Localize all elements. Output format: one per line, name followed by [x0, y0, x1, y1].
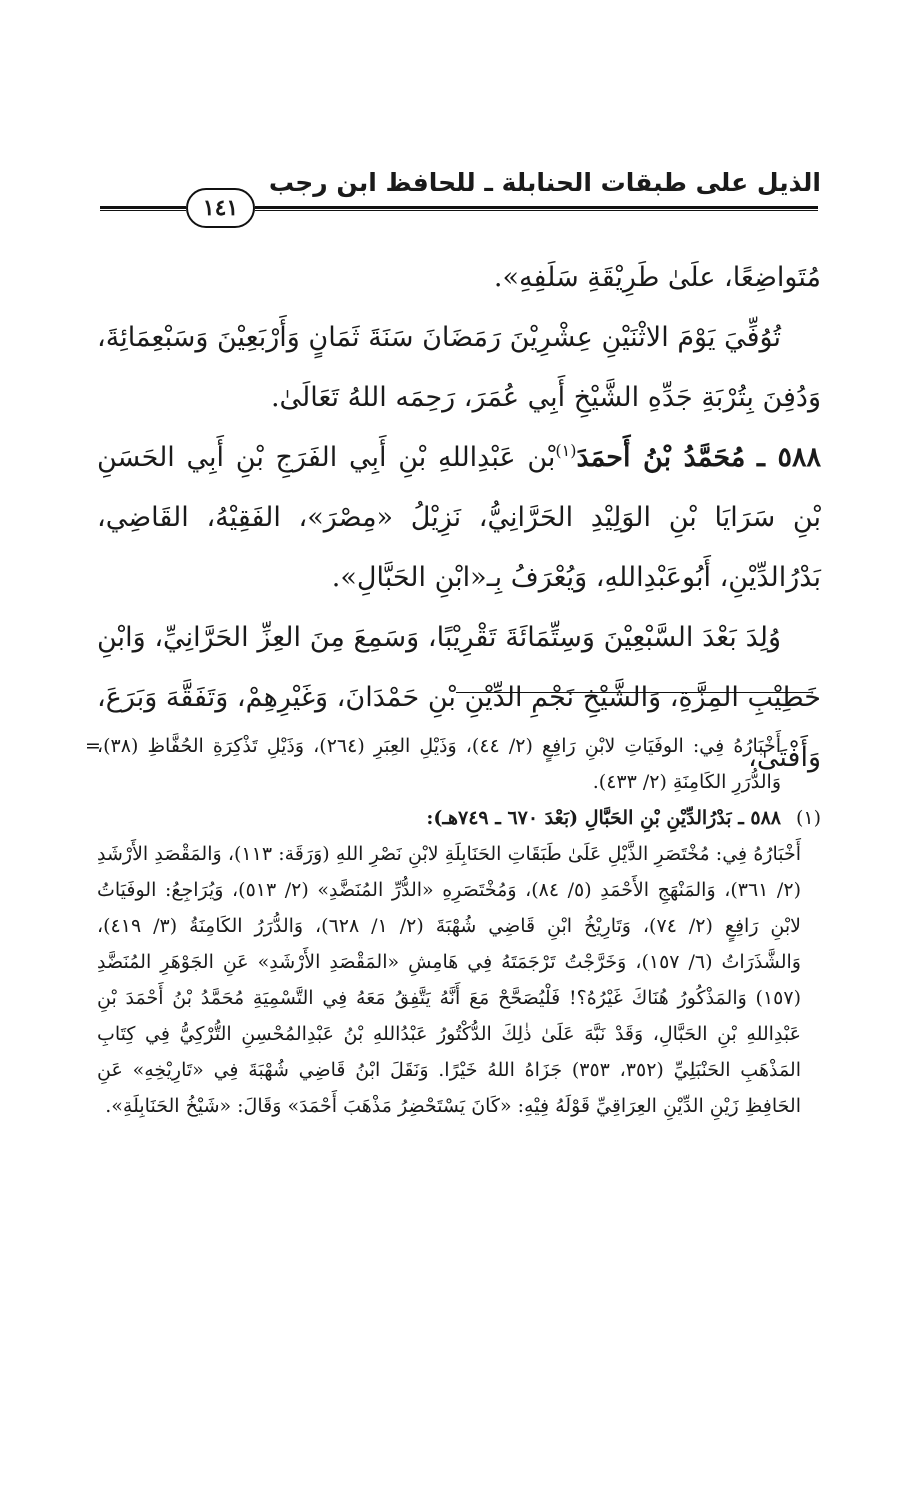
- main-text: [97, 248, 821, 788]
- footnote-1-heading: [97, 800, 821, 836]
- footnote-continuation-text: أَخْبَارُهُ فِي: الوفَيَاتِ لابْنِ رَافِعٍ (٢/ ٤٤)، وَذَيْلِ العِبَرِ (٢٦٤)، وَذَيْلِ تَذْكِرَةِ الحُفَّاظِ (٣٨)، وَالدُّرَرِ الكَامِنَةِ (٢/ ٤٣٣).: [97, 735, 781, 793]
- paragraph-continuation: مُتَواضِعًا، علَىٰ طَرِيْقَةِ سَلَفِهِ».: [493, 262, 821, 293]
- paragraph-birth: وُلِدَ بَعْدَ السَّبْعِيْنَ وَسِتِّمَائَةَ تَقْرِيْبًا، وَسَمِعَ مِنَ العِزِّ الحَرَّانِيِّ، وَابْنِ خَطِيْبِ المِزَّةِ، وَالشَّيْخِ نَجْمِ الدِّيْنِ بْنِ حَمْدَانَ، وَغَيْرِهِمْ، وَتَفَقَّهَ وَبَرَعَ، وَأَفْتَىٰ،: [97, 622, 821, 773]
- footnote-1-label: (١): [795, 807, 821, 829]
- entry-name: مُحَمَّدُ بْنُ أَحمَدَ: [576, 442, 746, 473]
- entry-number: ٥٨٨ ـ: [757, 442, 822, 473]
- footnote-1-body: أَخْبَارُهُ فِي: مُخْتَصَرِ الذَّيْلِ عَلَىٰ طَبَقَاتِ الحَنَابِلَةِ لابْنِ نَصْرِ اللهِ (وَرَقَة: ١١٣)، وَالمَقْصَدِ الأَرْشَدِ (٢/ ٣٦١)، وَالمَنْهَجِ الأَحْمَدِ (٥/ ٨٤)، وَمُخْتَصَرِهِ «الدُّرِّ المُنَضَّدِ» (٢/ ٥١٣)، وَيُرَاجِعُ: الوفَيَاتُ لابْنِ رَافِعٍ (٢/ ٧٤)، وَتَارِيْخُ ابْنِ قَاضِي شُهْبَةَ (٢/ ١/ ٦٢٨)، وَالدُّرَرُ الكَامِنَةُ (٣/ ٤١٩)، وَالشَّذَرَاتُ (٦/ ١٥٧)، وَخَرَّجْتُ تَرْجَمَتَهُ فِي هَامِشِ «المَقْصَدِ الأَرْشَدِ» عَنِ الجَوْهَرِ المُنَضَّدِ (١٥٧) وَالمَذْكُورُ هُنَاكَ غَيْرُهُ؟! فَلْيُصَحَّحْ مَعَ أَنَّهُ يَتَّفِقُ مَعَهُ فِي التَّسْمِيَةِ مُحَمَّدُ بْنُ أَحْمَدَ بْنِ عَبْدِاللهِ بْنِ الحَبَّالِ، وَقَدْ نَبَّهَ عَلَىٰ ذٰلِكَ الدُّكْتُورُ عَبْدُاللهِ بْنُ عَبْدِالمُحْسِنِ التُّرْكِيُّ فِي كِتَابِ المَذْهَبِ الحَنْبَلِيِّ (٣٥٢، ٣٥٣) جَزَاهُ اللهُ خَيْرًا. وَنَقَلَ ابْنُ قَاضِي شُهْبَةَ فِي «تَارِيْخِهِ» عَنِ الحَافِظِ زَيْنِ الدِّيْنِ العِرَاقِيِّ قَوْلَهُ فِيْهِ: «كَانَ يَسْتَحْضِرُ مَذْهَبَ أَحْمَدَ» وَقَالَ: «شَيْخُ الحَنَابِلَةِ».: [97, 843, 802, 1117]
- entry-text: بْن عَبْدِاللهِ بْنِ أَبِي الفَرَجِ بْنِ أَبِي الحَسَنِ بْنِ سَرَايَا بْنِ الوَلِيْدِ الحَرَّانِيُّ، نَزِيْلُ «مِصْرَ»، الفَقِيْهُ، القَاضِي، بَدْرُالدِّيْنِ، أَبُوعَبْدِاللهِ، وَيُعْرَفُ بِـ«ابْنِ الحَبَّالِ».: [97, 442, 821, 593]
- header-rule-left: [100, 206, 186, 211]
- header-rule-right: [255, 206, 818, 211]
- paragraph-death: تُوُفِّيَ يَوْمَ الاثْنَيْنِ عِشْرِيْنَ رَمَضَانَ سَنَةَ ثَمَانٍ وَأَرْبَعِيْنَ وَسَبْعِمَائِةَ، وَدُفِنَ بِتُرْبَةِ جَدِّهِ الشَّيْخِ أَبِي عُمَرَ، رَحِمَه اللهُ تَعَالَىٰ.: [97, 322, 821, 413]
- footnotes: [85, 728, 821, 1124]
- biography-entry: [97, 428, 821, 608]
- footnote-continuation: [85, 728, 821, 800]
- footnote-1-title: ٥٨٨ ـ بَدْرُالدِّيْنِ بْنِ الحَبَّالِ (بَعْدَ ٦٧٠ ـ ٧٤٩هـ):: [426, 807, 781, 829]
- page-number: ١٤١: [186, 188, 255, 228]
- footnote-reference: (١): [555, 441, 577, 460]
- footnote-separator: [456, 692, 811, 693]
- continuation-mark: =: [85, 735, 101, 757]
- running-title: الذيل على طبقات الحنابلة ـ للحافظ ابن رجب: [268, 168, 821, 197]
